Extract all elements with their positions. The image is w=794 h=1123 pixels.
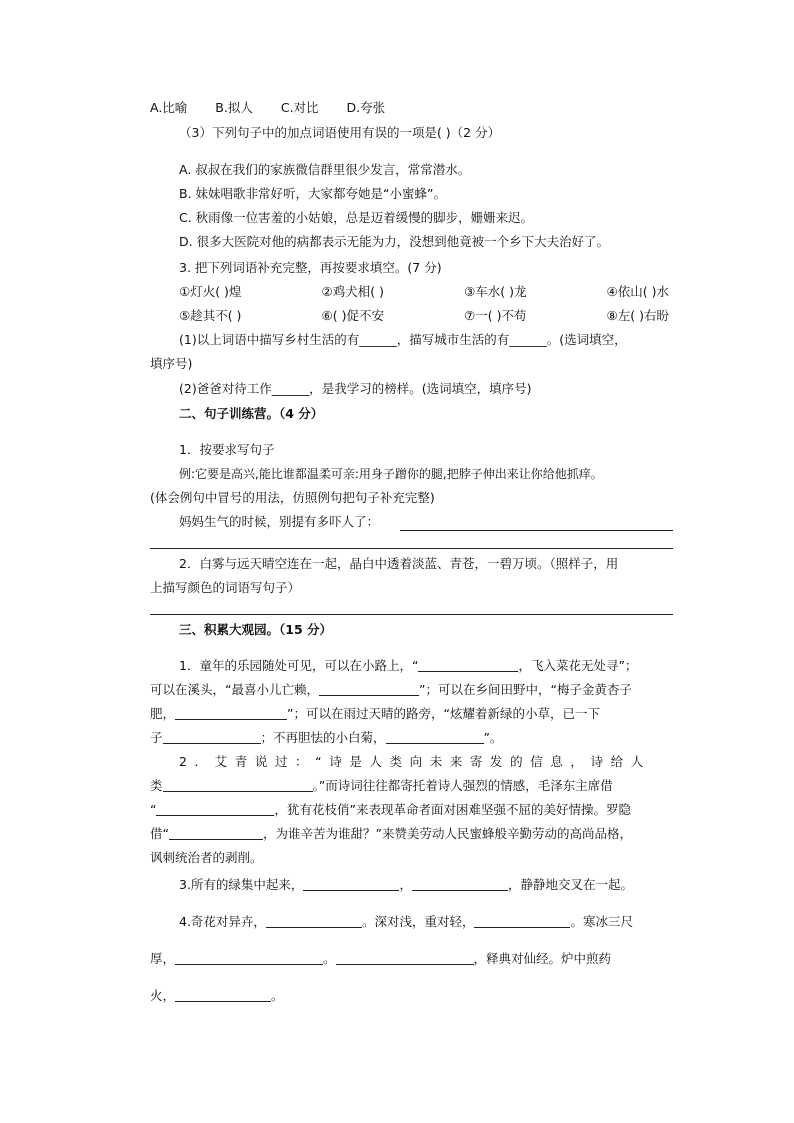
blank-7[interactable]: [156, 802, 274, 816]
s3-q4-text: 。: [271, 988, 284, 1003]
s3-q1-line2: [150, 681, 632, 699]
idiom-4: ④依山( )水: [606, 284, 669, 299]
section2-example: 例:它要是高兴,能比谁都温柔可亲:用身子蹭你的腿,把脖子伸出来让你给他抓痒。: [179, 467, 603, 481]
s3-q2-line1: 2．艾青说过：“诗是人类向未来寄发的信息，诗给人: [179, 754, 651, 769]
idiom-subq1-line1: (1)以上词语中描写乡村生活的有______，描写城市生活的有______。(选词填空，: [179, 332, 627, 347]
idiom-1: ①灯火( )煌: [179, 284, 242, 299]
idiom-row-1: [179, 283, 669, 301]
option-a: A.比喻: [150, 100, 188, 115]
s3-q1-text: ”。: [483, 730, 503, 745]
s3-q4-line3: [150, 987, 284, 1005]
idiom-6: ⑥( )促不安: [321, 308, 384, 323]
s3-q1-text: 1．童年的乐园随处可见，可以在小路上，“: [179, 658, 419, 673]
section2-prompt: 妈妈生气的时候，别提有多吓人了：: [179, 514, 380, 529]
s3-q2-text: ，为谁辛苦为谁甜？”来赞美劳动人民蜜蜂般辛勤劳动的高尚品格，: [262, 826, 632, 841]
blank-13[interactable]: [175, 951, 323, 965]
q3-option-b: B. 妹妹唱歌非常好听，大家都夸她是“小蜜蜂”。: [179, 186, 446, 201]
idiom-2: ②鸡犬相( ): [321, 284, 384, 299]
s3-q2-text: “: [150, 802, 157, 817]
s3-q2-line2: [150, 777, 613, 795]
blank-6[interactable]: [163, 778, 313, 792]
s3-q2-line4: [150, 825, 632, 843]
s3-q4-line2: [150, 950, 611, 968]
s3-q2-text: 借“: [150, 826, 169, 841]
s3-q4-text: ，释典对仙经。炉中煎药: [473, 951, 612, 966]
section2-q1-title: 1．按要求写句子: [179, 442, 275, 457]
blank-8[interactable]: [169, 826, 263, 840]
s3-q1-text: ”；可以在乡间田野中，“梅子金黄杏子: [418, 682, 632, 697]
s3-q2-text: 。”而诗词往往都寄托着诗人强烈的情感，毛泽东主席借: [312, 778, 613, 793]
q3-option-d: D. 很多大医院对他的病都表示无能为力，没想到他竟被一个乡下大夫治好了。: [179, 234, 610, 249]
blank-9[interactable]: [303, 877, 399, 891]
section2-q2-line1: 2．白雾与远天晴空连在一起，晶白中透着淡蓝、青苍，一碧万顷。（照样子，用: [179, 556, 619, 571]
blank-10[interactable]: [412, 877, 508, 891]
s3-q4-text: 4.奇花对异卉，: [179, 914, 266, 929]
idiom-subq1-line2: 填序号): [150, 356, 193, 371]
s3-q3-text: 3.所有的绿集中起来，: [179, 877, 304, 892]
blank-15[interactable]: [175, 988, 271, 1002]
s3-q1-line3: [150, 705, 600, 723]
idiom-question-title: 3. 把下列词语补充完整，再按要求填空。(7 分): [179, 260, 442, 275]
s3-q3-text: ，: [399, 877, 412, 892]
s3-q4-text: 。寒冰三尺: [570, 914, 633, 929]
q2-options: [150, 99, 409, 117]
blank-11[interactable]: [266, 914, 362, 928]
option-c: C.对比: [280, 100, 319, 115]
s3-q1-text: ，飞入菜花无处寻”；: [518, 658, 638, 673]
idiom-3: ③车水( )龙: [464, 284, 527, 299]
s3-q2-text: 类: [150, 778, 163, 793]
s3-q3-text: ，静静地交叉在一起。: [507, 877, 633, 892]
answer-line-1a[interactable]: [400, 530, 673, 531]
blank-5[interactable]: [386, 730, 484, 744]
idiom-row-2: [179, 307, 669, 325]
s3-q1-line4: [150, 729, 503, 747]
q3-title: （3）下列句子中的加点词语使用有误的一项是( )（2 分）: [179, 125, 501, 140]
blank-14[interactable]: [336, 951, 474, 965]
s3-q4-text: 火，: [150, 988, 176, 1003]
s3-q1-text: 子: [150, 730, 163, 745]
option-d: D.夸张: [346, 100, 386, 115]
idiom-8: ⑧左( )右盼: [606, 308, 669, 323]
idiom-subq2: (2)爸爸对待工作______，是我学习的榜样。(选词填空，填序号): [179, 381, 532, 396]
option-b: B.拟人: [215, 100, 253, 115]
blank-2[interactable]: [319, 682, 419, 696]
section2-heading: 二、句子训练营。（4 分）: [179, 406, 324, 421]
blank-4[interactable]: [163, 730, 261, 744]
section3-heading: 三、积累大观园。（15 分）: [179, 622, 332, 637]
s3-q4-line1: [179, 913, 633, 931]
s3-q4-text: 厚，: [150, 951, 176, 966]
s3-q1-text: 可以在溪头，“最喜小儿亡赖，: [150, 682, 319, 697]
section2-instruction: (体会例句中冒号的用法，仿照例句把句子补充完整): [150, 490, 435, 505]
answer-line-1b[interactable]: [150, 548, 673, 549]
s3-q2-text: ，犹有花枝俏”来表现革命者面对困难坚强不屈的美好情操。罗隐: [274, 802, 631, 817]
answer-line-2[interactable]: [150, 614, 673, 615]
idiom-7: ⑦一( )不苟: [464, 308, 527, 323]
s3-q4-text: 。: [323, 951, 336, 966]
blank-12[interactable]: [474, 914, 570, 928]
s3-q1-line1: [179, 657, 637, 675]
blank-1[interactable]: [418, 658, 518, 672]
idiom-5: ⑤趁其不( ): [179, 308, 242, 323]
s3-q1-text: ”；可以在雨过天晴的路旁，“炫耀着新绿的小草，已一下: [287, 706, 600, 721]
s3-q2-line3: [150, 801, 631, 819]
blank-3[interactable]: [175, 706, 287, 720]
s3-q3: [179, 876, 633, 894]
s3-q1-text: ；不再胆怯的小白菊，: [260, 730, 386, 745]
s3-q1-text: 肥，: [150, 706, 176, 721]
q3-option-a: A. 叔叔在我们的家族微信群里很少发言，常常潜水。: [179, 162, 471, 177]
s3-q2-line5: 讽刺统治者的剥削。: [150, 850, 263, 865]
section2-q2-line2: 上描写颜色的词语写句子）: [150, 580, 301, 595]
s3-q4-text: 。深对浅，重对轻，: [361, 914, 475, 929]
q3-option-c: C. 秋雨像一位害羞的小姑娘，总是迈着缓慢的脚步，姗姗来迟。: [179, 210, 534, 225]
